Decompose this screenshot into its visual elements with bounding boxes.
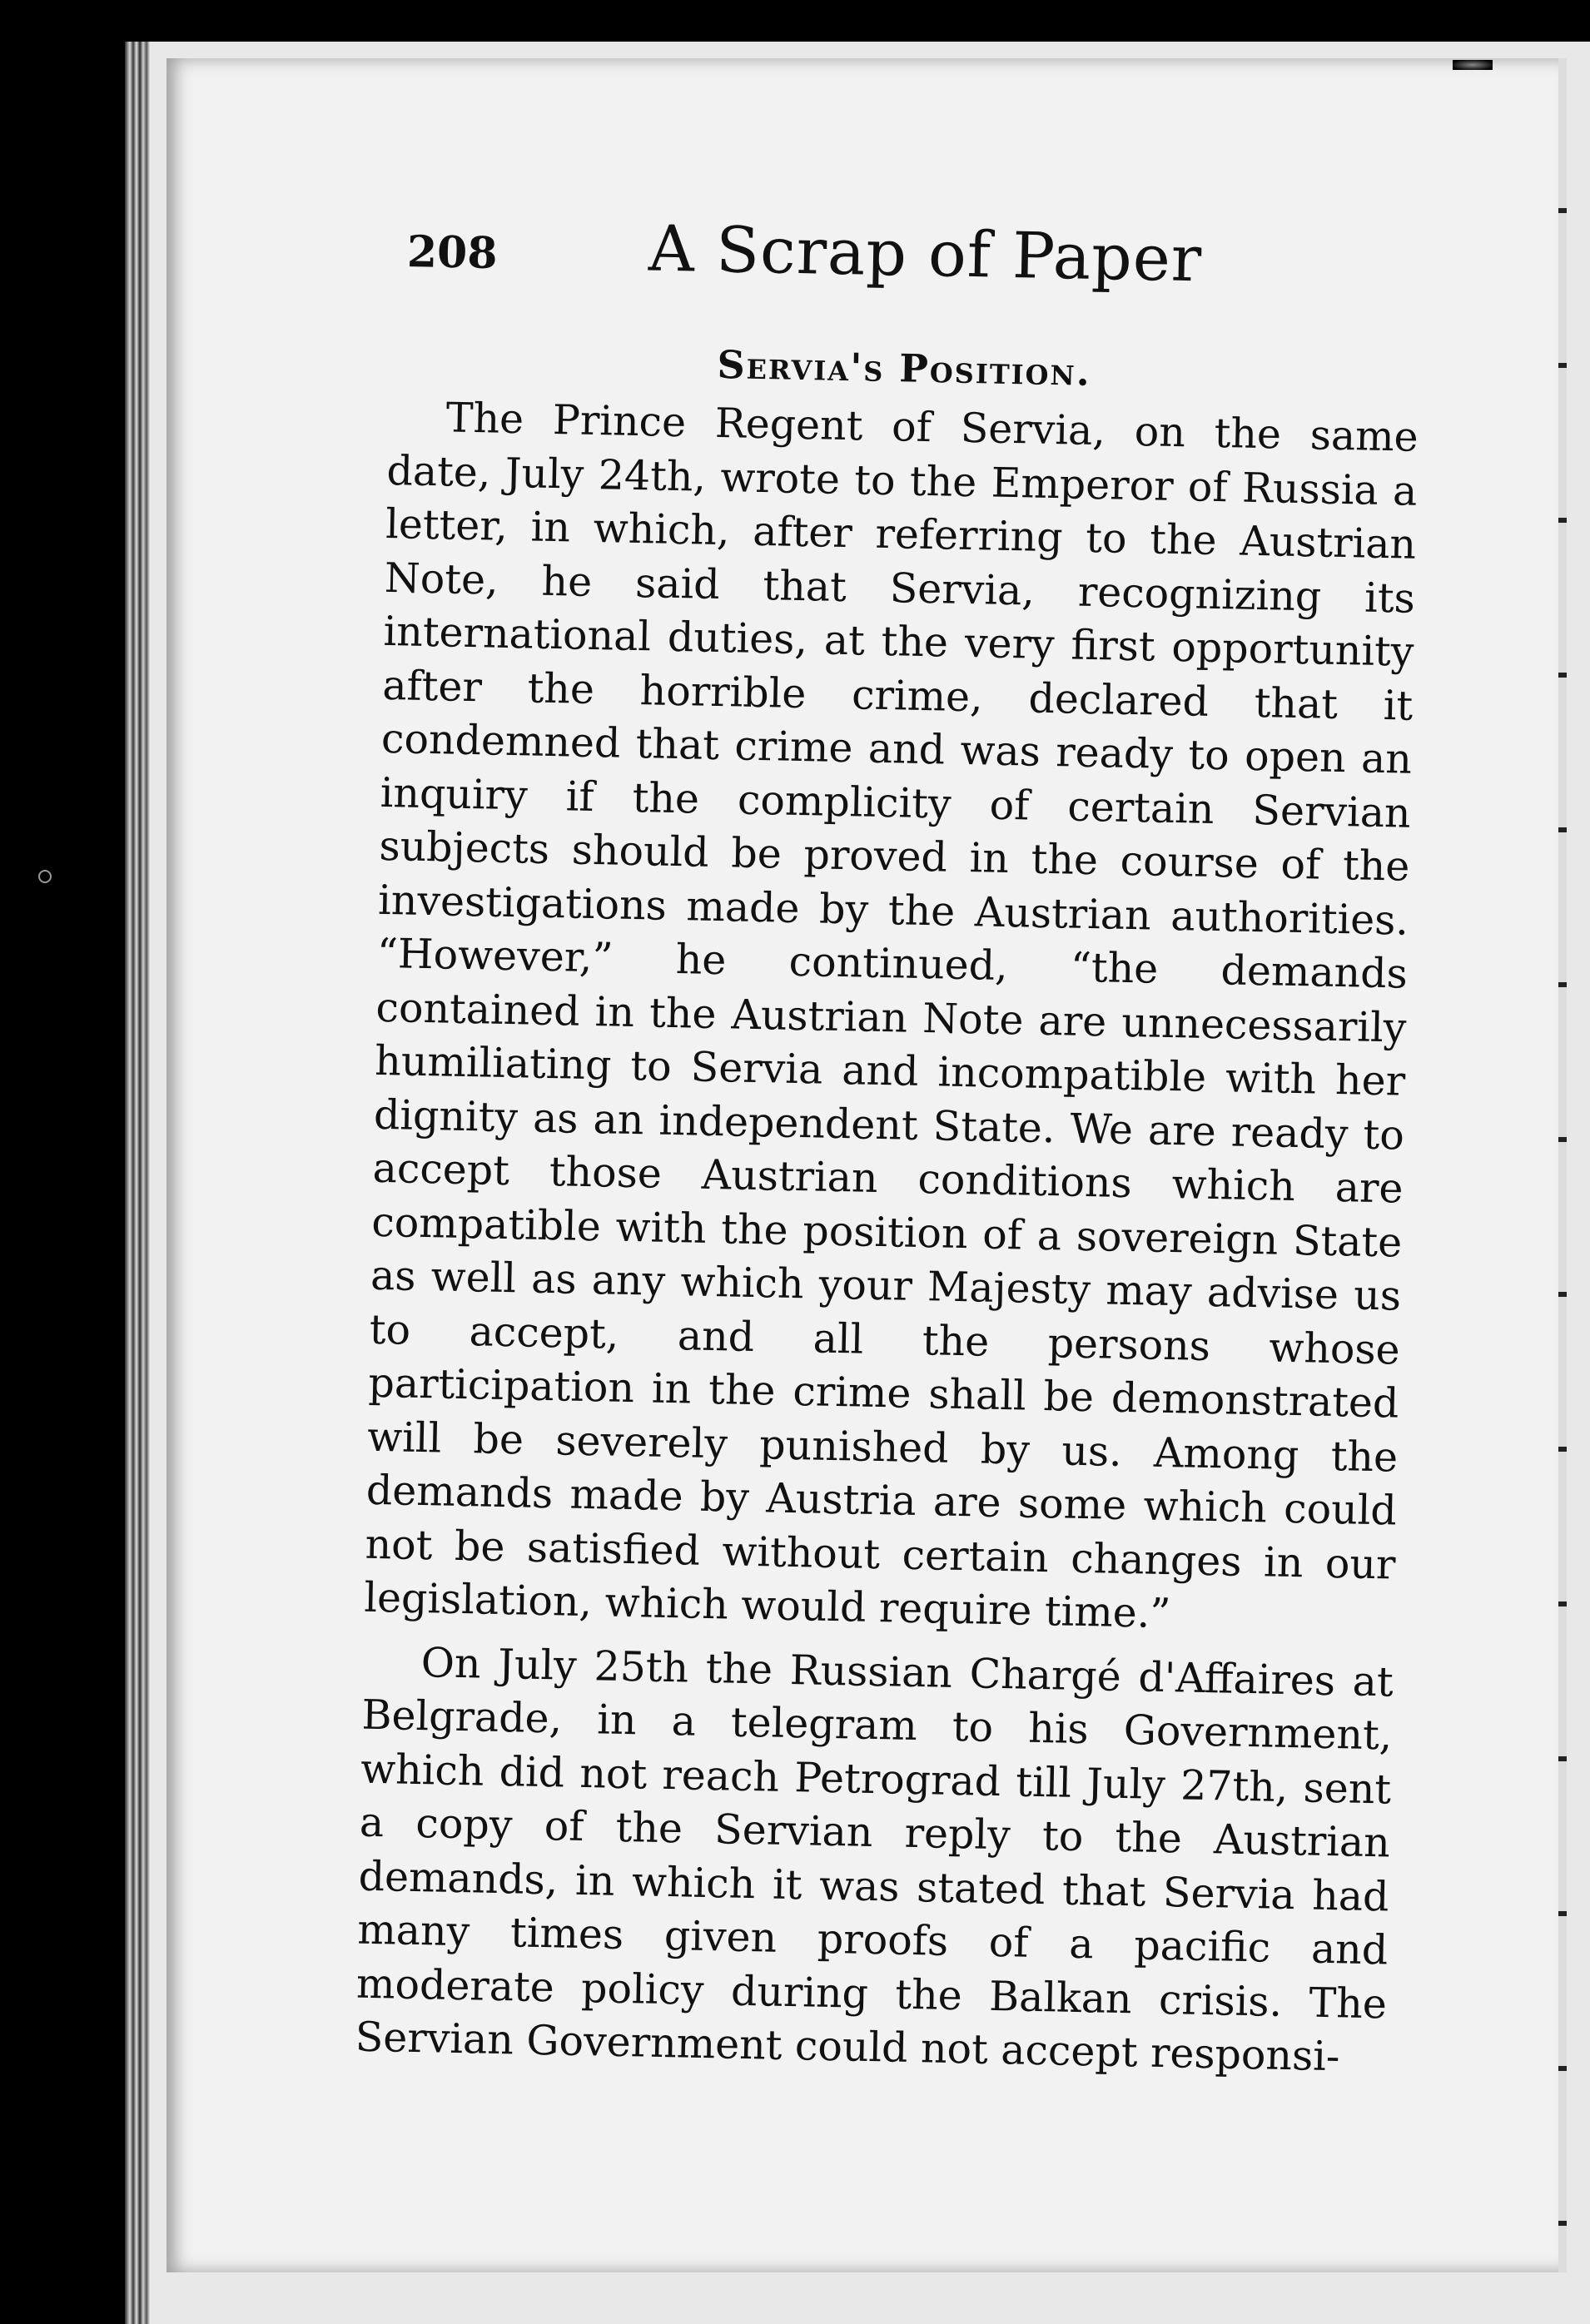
scan-dot [38, 870, 52, 883]
page-number: 208 [406, 226, 499, 280]
body-text [355, 329, 1420, 2085]
right-margin-marks [1558, 58, 1567, 2272]
paragraph: On July 25th the Russian Chargé d'Affaires at Belgrade, in a telegram to his Government, which did not reach Petrograd till July 27th, sent a copy of the Servian reply to the Austrian demands, in which it was stated that Servia had many times given proofs of a pacific and moderate policy during the Balkan crisis. The Servian Government could not accept responsi- [355, 1638, 1394, 2081]
section-heading: Servia's Position. [716, 341, 1092, 395]
running-title: A Scrap of Paper [648, 211, 1203, 296]
paragraph: The Prince Regent of Servia, on the same date, July 24th, wrote to the Emperor of Russia a letter, in which, after referring to the Austrian Note, he said that Servia, recognizing its international duties, at the very first opportunity after the horrible crime, declared that it condemned that crime and was ready to open an inquiry if the complicity of certain Servian subjects should be proved in the course of the investigations made by the Austrian authorities. “However,” he continued, “the demands contained in the Austrian Note are unnecessarily humiliating to Servia and incompatible with her dignity as an independent State. We are ready to accept those Austrian conditions which are compatible with the position of a sovereign State as well as any which your Majesty may advise us to accept, and all the persons whose participation in the crime shall be demonstrated will be severely punished by us. Among the demands made by Austria are some which could not be satisfied without certain changes in our legislation, which would require time.” [363, 394, 1419, 1638]
scan-speck [1453, 60, 1493, 70]
running-header [406, 206, 1240, 314]
